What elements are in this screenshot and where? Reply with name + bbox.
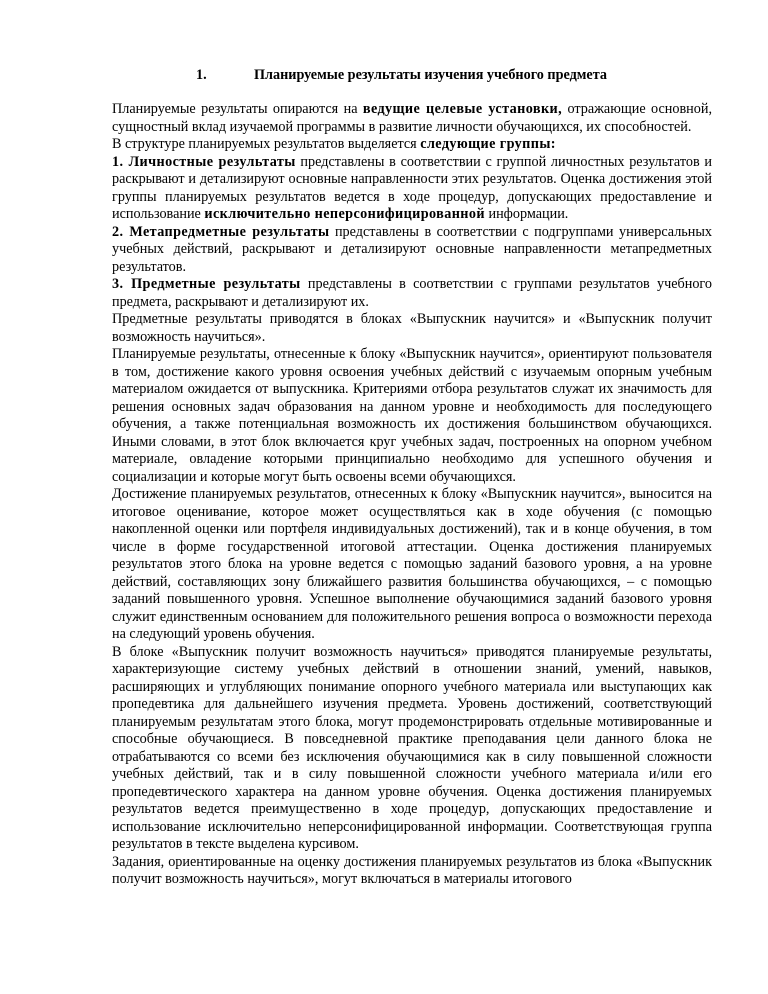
bold-phrase: 3. Предметные результаты xyxy=(112,276,301,292)
text-run: Достижение планируемых результатов, отнесенных к блоку «Выпускник научится», выносится на итоговое оценивание, которое может осуществляться как в ходе обучения (с помощью накопленной оценки или портфеля индивидуальных достижений), так и в конце обучения, в том числе в форме государственной итоговой аттестации. Оценка достижения планируемых результатов этого блока на уровне ведется с помощью заданий базового уровня, а на уровне действий, составляющих зону ближайшего развития большинства обучающихся, – с помощью заданий повышенного уровня. Успешное выполнение обучающимися заданий базового уровня служит единственным основанием для положительного решения вопроса о возможности перехода на следующий уровень обучения. xyxy=(112,486,712,642)
text-run: Предметные результаты приводятся в блоках «Выпускник научится» и «Выпускник получит возможность научиться». xyxy=(112,311,712,345)
text-run: В структуре планируемых результатов выделяется xyxy=(112,136,421,152)
bold-phrase: 1. Личностные результаты xyxy=(112,153,296,170)
section-title: Планируемые результаты изучения учебного предмета xyxy=(254,67,607,83)
paragraph xyxy=(112,101,712,136)
paragraph xyxy=(112,346,712,486)
paragraph xyxy=(112,276,712,311)
paragraph xyxy=(112,136,712,154)
paragraph xyxy=(112,154,712,224)
section-heading xyxy=(112,66,712,84)
paragraph xyxy=(112,854,712,889)
text-run: представлены в соответствии с группами результатов учебного предмета, раскрывают и детализируют их. xyxy=(112,276,712,310)
text-run: представлены в соответствии с подгруппами универсальных учебных действий, раскрывают и детализируют основные направленности метапредметных результатов. xyxy=(112,223,712,275)
bold-phrase: 2. Метапредметные результаты xyxy=(112,223,330,240)
paragraph xyxy=(112,644,712,854)
paragraph xyxy=(112,224,712,277)
text-run: Планируемые результаты, отнесенные к блоку «Выпускник научится», ориентируют пользователя в том, достижение какого уровня освоения учебных действий с изучаемым опорным учебным материалом ожидается от выпускника. Критериями отбора результатов служат их значимость для решения основных задач образования на данном уровне и необходимость для последующего обучения, а также потенциальная возможность их достижения большинством обучающихся. Иными словами, в этот блок включается круг учебных задач, построенных на опорном учебном материале, овладение которыми принципиально необходимо для успешного обучения и социализации и которые могут быть освоены всеми обучающихся. xyxy=(112,346,712,485)
text-run: Планируемые результаты опираются на xyxy=(112,101,363,117)
text-run: В блоке «Выпускник получит возможность научиться» приводятся планируемые результаты, характеризующие систему учебных действий в отношении знаний, умений, навыков, расширяющих и углубляющих понимание опорного учебного материала или выступающих как пропедевтика для дальнейшего изучения предмета. Уровень достижений, соответствующий планируемым результатам этого блока, могут продемонстрировать отдельные мотивированные и способные обучающиеся. В повседневной практике преподавания цели данного блока не отрабатываются со всеми без исключения обучающимися как в силу повышенной сложности учебных действий, так и в силу повышенной сложности учебного материала и/или его пропедевтического характера на данном уровне обучения. Оценка достижения планируемых результатов ведется преимущественно в ходе процедур, допускающих предоставление и использование исключительно неперсонифицированной информации. Соответствующая группа результатов в тексте выделена курсивом. xyxy=(112,643,712,852)
section-number: 1. xyxy=(196,67,207,83)
text-run: представлены в соответствии с группой личностных результатов и раскрывают и детализируют основные направленности этих результатов. Оценка достижения этой группы планируемых результатов ведется в ходе процедур, допускающих предоставление и использование xyxy=(112,153,712,222)
paragraph xyxy=(112,486,712,644)
document-page xyxy=(112,66,712,889)
text-run: отражающие основной, сущностный вклад изучаемой программы в развитие личности обучающихся, их способностей. xyxy=(112,101,712,135)
paragraph xyxy=(112,311,712,346)
bold-phrase: ведущие целевые установки, xyxy=(362,101,563,117)
bold-phrase: следующие группы: xyxy=(420,136,556,152)
bold-phrase: исключительно неперсонифицированной xyxy=(204,206,485,222)
text-run: Задания, ориентированные на оценку достижения планируемых результатов из блока «Выпускник получит возможность научиться», могут включаться в материалы итогового xyxy=(112,853,712,887)
text-run: информации. xyxy=(484,206,569,222)
document-body xyxy=(112,101,712,889)
